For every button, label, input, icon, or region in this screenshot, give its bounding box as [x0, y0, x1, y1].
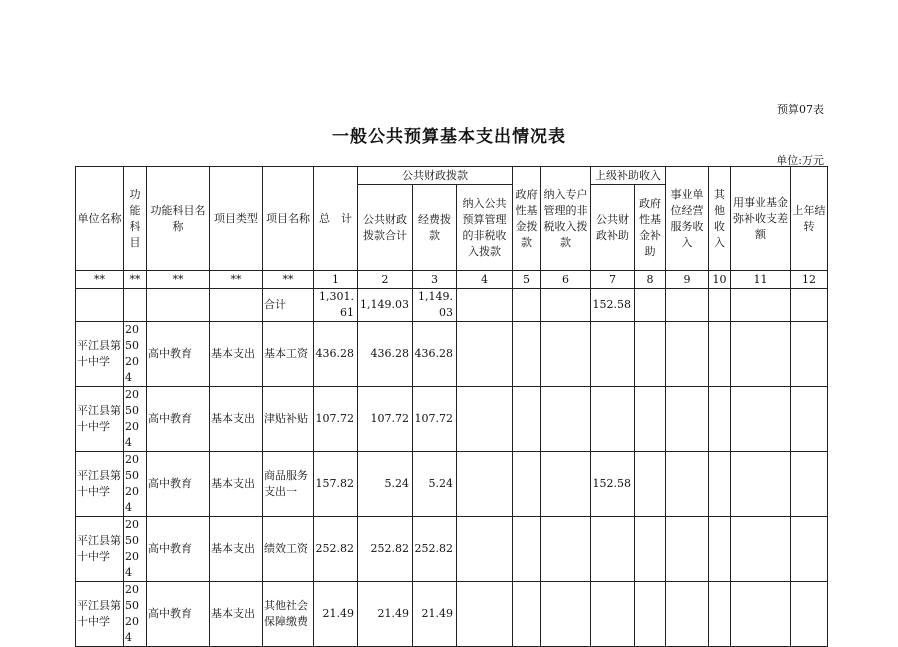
item-name-cell: 基本工资: [263, 322, 314, 387]
pf-total-cell: 21.49: [358, 582, 413, 647]
total-row: [76, 289, 828, 322]
total-cell: 157.82: [314, 452, 358, 517]
code-cell: **: [124, 271, 147, 289]
header-func-name: 功能科目名称: [147, 167, 210, 271]
header-pf-total: 公共财政拨款合计: [358, 185, 413, 271]
func-code-cell: 2050204: [124, 387, 147, 452]
budget-table: [75, 166, 828, 647]
item-name-cell: 其他社会保障缴费: [263, 582, 314, 647]
item-name-cell: 绩效工资: [263, 517, 314, 582]
pf-funds-cell: 436.28: [413, 322, 457, 387]
column-code-row: [76, 271, 828, 289]
header-fund-offset: 用事业基金弥补收支差额: [731, 167, 791, 271]
code-cell: 12: [791, 271, 828, 289]
code-cell: **: [263, 271, 314, 289]
total-pf-total: 1,149.03: [358, 289, 413, 322]
pf-funds-cell: 5.24: [413, 452, 457, 517]
sup-public-cell: [591, 387, 635, 452]
header-sup-public: 公共财政补助: [591, 185, 635, 271]
code-cell: 4: [457, 271, 513, 289]
header-gov-fund: 政府性基金拨款: [513, 167, 541, 271]
code-cell: 2: [358, 271, 413, 289]
total-cell: 436.28: [314, 322, 358, 387]
table-row: [76, 517, 828, 582]
header-unit-name: 单位名称: [76, 167, 124, 271]
func-name-cell: 高中教育: [147, 387, 210, 452]
func-code-cell: 2050204: [124, 517, 147, 582]
total-label: 合计: [263, 289, 314, 322]
item-name-cell: 津贴补贴: [263, 387, 314, 452]
header-item-name: 项目名称: [263, 167, 314, 271]
func-code-cell: 2050204: [124, 582, 147, 647]
unit-name-cell: 平江县第十中学: [76, 452, 124, 517]
total-amount: 1,301.61: [314, 289, 358, 322]
code-cell: 7: [591, 271, 635, 289]
item-type-cell: 基本支出: [210, 387, 263, 452]
item-type-cell: 基本支出: [210, 582, 263, 647]
page-title: 一般公共预算基本支出情况表: [332, 127, 566, 147]
form-number: 预算07表: [777, 103, 824, 116]
header-public-finance: 公共财政拨款: [358, 167, 513, 185]
item-type-cell: 基本支出: [210, 322, 263, 387]
sup-public-cell: [591, 322, 635, 387]
total-cell: 252.82: [314, 517, 358, 582]
sup-public-cell: 152.58: [591, 452, 635, 517]
pf-total-cell: 5.24: [358, 452, 413, 517]
code-cell: 5: [513, 271, 541, 289]
total-sup-public: 152.58: [591, 289, 635, 322]
code-cell: 11: [731, 271, 791, 289]
func-code-cell: 2050204: [124, 452, 147, 517]
header-business-income: 事业单位经营服务收入: [666, 167, 709, 271]
total-pf-funds: 1,149.03: [413, 289, 457, 322]
code-cell: 10: [709, 271, 731, 289]
header-pf-nontax: 纳入公共预算管理的非税收入拨款: [457, 185, 513, 271]
pf-total-cell: 252.82: [358, 517, 413, 582]
pf-funds-cell: 21.49: [413, 582, 457, 647]
unit-name-cell: 平江县第十中学: [76, 322, 124, 387]
total-cell: 21.49: [314, 582, 358, 647]
pf-funds-cell: 107.72: [413, 387, 457, 452]
item-name-cell: 商品服务支出一: [263, 452, 314, 517]
header-superior-subsidy: 上级补助收入: [591, 167, 666, 185]
item-type-cell: 基本支出: [210, 517, 263, 582]
code-cell: 8: [635, 271, 666, 289]
table-row: [76, 452, 828, 517]
code-cell: **: [147, 271, 210, 289]
code-cell: 1: [314, 271, 358, 289]
code-cell: **: [76, 271, 124, 289]
header-carryover: 上年结转: [791, 167, 828, 271]
sup-public-cell: [591, 517, 635, 582]
header-pf-funds: 经费拨款: [413, 185, 457, 271]
sup-public-cell: [591, 582, 635, 647]
func-name-cell: 高中教育: [147, 452, 210, 517]
func-name-cell: 高中教育: [147, 582, 210, 647]
header-func-code: 功能科目: [124, 167, 147, 271]
unit-name-cell: 平江县第十中学: [76, 387, 124, 452]
func-name-cell: 高中教育: [147, 322, 210, 387]
pf-total-cell: 436.28: [358, 322, 413, 387]
unit-label: 单位:万元: [776, 154, 824, 167]
unit-name-cell: 平江县第十中学: [76, 582, 124, 647]
header-other-income: 其他收入: [709, 167, 731, 271]
pf-total-cell: 107.72: [358, 387, 413, 452]
header-total: 总 计: [314, 167, 358, 271]
table-row: [76, 582, 828, 647]
unit-name-cell: 平江县第十中学: [76, 517, 124, 582]
table-row: [76, 322, 828, 387]
pf-funds-cell: 252.82: [413, 517, 457, 582]
item-type-cell: 基本支出: [210, 452, 263, 517]
code-cell: 6: [541, 271, 591, 289]
func-name-cell: 高中教育: [147, 517, 210, 582]
code-cell: **: [210, 271, 263, 289]
func-code-cell: 2050204: [124, 322, 147, 387]
total-cell: 107.72: [314, 387, 358, 452]
header-special-nontax: 纳入专户管理的非税收入拨款: [541, 167, 591, 271]
header-item-type: 项目类型: [210, 167, 263, 271]
table-row: [76, 387, 828, 452]
code-cell: 3: [413, 271, 457, 289]
header-sup-gov-fund: 政府性基金补助: [635, 185, 666, 271]
code-cell: 9: [666, 271, 709, 289]
